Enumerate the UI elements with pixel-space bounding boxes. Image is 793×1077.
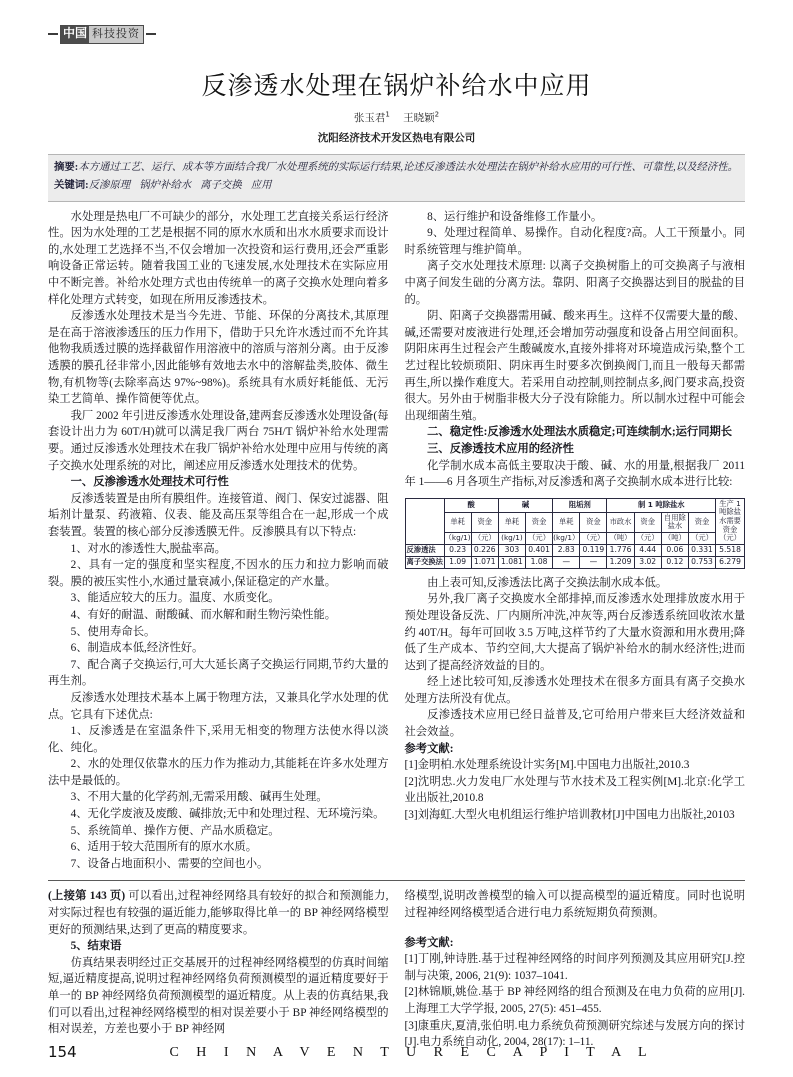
keywords-label: 关键词: <box>54 179 89 191</box>
table-row-label: 离子交换法 <box>405 556 444 568</box>
table-cell: 1.776 <box>607 544 634 556</box>
masthead-rule-right <box>146 33 156 35</box>
reference-item: [3]刘海虹.大型火电机组运行维护培训教材[J]中国电力出版社,20103 <box>404 809 735 822</box>
table-sub-header-row <box>405 512 745 532</box>
paragraph: 仿真结果表明经过正交基展开的过程神经网络模型的仿真时间缩短,逼近精度提高,说明过程神经网络负荷预测模型的逼近精度要好于单一的 BP 神经网络负荷预测模型的逼近精度。从上表的仿真结果,我们可以看出,过程神经网络模型的相对误差要小于 BP 神经网络模型的相对误差，方差也要小于 BP 神经网 <box>48 956 389 1036</box>
keyword-1: 反渗原理 <box>88 179 131 191</box>
table-subheader: 资金 <box>634 512 661 532</box>
table-group-header-row <box>405 498 745 512</box>
table-cell: 1.081 <box>498 556 525 568</box>
paragraph: 反渗透水处理技术基本上属于物理方法，又兼具化学水处理的优点。它具有下述优点: <box>48 691 389 721</box>
author-name-2: 王晓颖 <box>403 112 435 124</box>
table-unit: （kg/1) <box>444 533 471 545</box>
list-item: 7、配合离子交换运行,可大大延长离子交换运行同期,节约大量的再生剂。 <box>48 658 389 688</box>
page-number: 154 <box>48 1043 77 1061</box>
paragraph: 另外,我厂离子交换废水全部排掉,而反渗透水处理排放废水用于预处理设备反洗、厂内厕所冲洗,冲灰等,两台反渗透系统回收浓水量约 40T/H。每年可回收 3.5 万吨,这样节约了大量水资源和用水费用;降低了生产成本、节约空间,大大提高了锅炉补给水的制水经济性;进而达到了提高经济效益的目的。 <box>404 593 745 672</box>
list-item: 9、处理过程简单、易操作。自动化程度?高。人工干预量小。同时系统管理与维护简单。 <box>404 227 745 256</box>
keyword-3: 离子交换 <box>200 179 242 191</box>
paragraph: 经上述比较可知,反渗透水处理技术在很多方面具有离子交换水处理方法所没有优点。 <box>404 676 745 705</box>
table-subheader: 资金 <box>526 512 553 532</box>
table-row-label: 反渗透法 <box>405 544 444 556</box>
table-cell: 0.12 <box>661 556 688 568</box>
list-item: 2、水的处理仅依靠水的压力作为推动力,其能耗在许多水处理方法中是最低的。 <box>48 758 389 787</box>
body-right-column <box>405 209 746 873</box>
logo-secondary-text: 科技投资 <box>89 26 143 43</box>
table-group-per-ton: 制 1 吨除盐水 <box>607 498 716 512</box>
abstract-paragraph <box>54 160 739 177</box>
reference-item: [3]康重庆,夏清,张伯明.电力系统负荷预测研究综述与发展方向的探讨[J].电力系统自动化, 2004, 28(17): 1–11. <box>404 1019 745 1049</box>
paragraph: 络模型,说明改善模型的输入可以提高模型的逼近精度。同时也说明过程神经网络模型适合进行电力系统短期负荷预测。 <box>404 890 745 920</box>
list-item: 2、具有一定的强度和坚实程度,不因水的压力和拉力影响而破裂。膜的被压实性小,水通过量衰减小,保证稳定的产水量。 <box>48 559 389 588</box>
list-item: 7、设备占地面积小、需要的空间也小。 <box>70 857 269 870</box>
table-cell: — <box>580 556 607 568</box>
article-title: 反渗透水处理在锅炉补给水中应用 <box>201 71 592 100</box>
references-heading: 参考文献: <box>404 936 454 949</box>
paragraph: 我厂 2002 年引进反渗透水处理设备,建两套反渗透水处理设备(每套设计出力为 60T/H)就可以满足我厂两台 75H/T 锅炉补给水处理需要。通过反渗透水处理技术在我厂锅炉补给水处理中应用与传统的离子交换水处理系统的对比，阐述应用反渗透水处理技术的优势。 <box>48 409 389 472</box>
keywords-paragraph <box>54 178 739 195</box>
abstract-text: 本方通过工艺、运行、成本等方面结合我厂水处理系统的实际运行结果,论述反渗透法水处理法在锅炉补给水应用的可行性、可靠性,以及经济性。 <box>78 162 739 173</box>
table-cell: 3.02 <box>634 556 661 568</box>
article-body <box>48 209 745 873</box>
continuation-text: 可以看出,过程神经网络具有较好的拟合和预测能力,对实际过程也有较强的逼近能力,能够取得比单一的 BP 神经网络模型更好的预测结果,达到了更高的精度要求。 <box>48 890 389 936</box>
section-heading: 5、结束语 <box>70 940 122 953</box>
list-item: 1、对水的渗透性大,脱盐率高。 <box>70 542 226 555</box>
list-item: 3、不用大量的化学药剂,无需采用酸、碱再生处理。 <box>70 791 328 804</box>
continued-right-column <box>405 888 746 1050</box>
table-unit: （元） <box>471 533 498 545</box>
journal-logo <box>60 25 144 44</box>
paragraph: 由上表可知,反渗透法比离子交换法制水成本低。 <box>427 576 668 589</box>
table-unit: (kg/1) <box>498 533 525 545</box>
list-item: 5、使用寿命长。 <box>70 625 156 638</box>
reference-item: [2]林锦顺,姚俭.基于 BP 神经网络的组合预测及在电力负荷的应用[J].上海理工大学学报, 2005, 27(5): 451–455. <box>404 986 745 1015</box>
list-item: 8、运行维护和设备维修工作量小。 <box>427 210 603 223</box>
journal-footer-title: C H I N A V E N T U R E C A P I T A L <box>169 1045 654 1060</box>
table-group-total-cost: 生产 1 吨除盐水需要资金（元） <box>716 498 745 544</box>
table-subheader: 自用除盐水 <box>661 512 688 532</box>
table-subheader: 资金 <box>580 512 607 532</box>
table-subheader: 资金 <box>471 512 498 532</box>
table-cell: 5.518 <box>716 544 745 556</box>
page-footer <box>48 1043 745 1061</box>
spacer <box>405 922 746 935</box>
paragraph: 水处理是热电厂不可缺少的部分，水处理工艺直接关系运行经济性。因为水处理的工艺是根据不同的原水水质和出水水质要求而设计的,水处理工艺选择不当,不仅会增加一次投资和运行费用,还会严重影响设备正常运转。随着我国工业的飞速发展,水处理技术在实际应用中不断完善。补给水处理方式也由传统单一的离子交换水处理向着多样化处理方式转变，如现在所用反渗透技术。 <box>48 210 389 306</box>
reference-item: [2]沈明忠.火力发电厂水处理与节水技术及工程实例[M].北京:化学工业出版社,2010.8 <box>404 775 745 805</box>
table-cell: 1.08 <box>526 556 553 568</box>
article-authors <box>48 110 745 125</box>
continuation-marker: (上接第 143 页) <box>48 890 126 903</box>
list-item: 6、适用于较大范围所有的原水水质。 <box>70 841 257 854</box>
body-left-column <box>48 209 389 873</box>
table-cell: 2.83 <box>553 544 580 556</box>
section-heading: 二、稳定性:反渗透水处理法水质稳定;可连续制水;运行同期长 <box>427 426 733 439</box>
table-unit: （元） <box>580 533 607 545</box>
table-cell: — <box>553 556 580 568</box>
table-cell: 0.753 <box>688 556 715 568</box>
table-subheader: 单耗 <box>553 512 580 532</box>
table-cell: 0.23 <box>444 544 471 556</box>
author-affil-marker-2: 2 <box>434 110 440 119</box>
table-cell: 0.401 <box>526 544 553 556</box>
table-group-scale-inhibitor: 阻垢剂 <box>553 498 607 512</box>
table-subheader: 资金 <box>688 512 715 532</box>
masthead-rule-left <box>48 33 58 35</box>
table-unit: （吨） <box>607 533 634 545</box>
abstract-label: 摘要: <box>54 162 79 173</box>
list-item: 5、系统简单、操作方便、产品水质稳定。 <box>70 824 280 837</box>
table-subheader: 市政水 <box>607 512 634 532</box>
section-heading: 三、反渗透技术应用的经济性 <box>427 443 574 455</box>
continued-left-column <box>48 888 389 1050</box>
table-cell: 0.226 <box>471 544 498 556</box>
keyword-4: 应用 <box>250 179 272 191</box>
paragraph: 反渗透技术应用已经日益普及,它可给用户带来巨大经济效益和社会效益。 <box>404 709 745 739</box>
continued-article <box>48 888 745 1050</box>
table-group-acid: 酸 <box>444 498 498 512</box>
table-cell: 303 <box>498 544 525 556</box>
table-unit: （元） <box>688 533 715 545</box>
table-unit: （元） <box>526 533 553 545</box>
table-cell: 1.209 <box>607 556 634 568</box>
table-subheader: 单耗 <box>444 512 471 532</box>
references-heading: 参考文献: <box>404 742 454 755</box>
table-subheader: 单耗 <box>498 512 525 532</box>
cost-comparison-table-wrap <box>405 498 746 569</box>
list-item: 4、无化学废液及废酸、碱排放;无中和处理过程、无环境污染。 <box>70 808 385 821</box>
table-corner-cell <box>405 498 444 544</box>
table-cell: 1.09 <box>444 556 471 568</box>
list-item: 1、反渗透是在室温条件下,采用无相变的物理方法使水得以淡化、纯化。 <box>48 725 389 754</box>
table-row <box>405 556 745 568</box>
author-affiliation: 沈阳经济技术开发区热电有限公司 <box>317 132 476 144</box>
paragraph: 反渗透水处理技术是当今先进、节能、环保的分离技术,其原理是在高于溶液渗透压的压力作用下，借助于只允许水透过而不允许其他物我质透过膜的选择截留作用溶液中的溶质与溶剂分离。由于反渗透膜的膜孔径非常小,因此能够有效地去水中的溶解盐类,胶体、微生物,有机物等(去除率高达 97%~98%)。系统具有水质好耗能低、无污染工艺简单、操作简便等优点。 <box>48 310 389 406</box>
table-cell: 0.119 <box>580 544 607 556</box>
paragraph: 化学制水成本高低主要取决于酸、碱、水的用量,根据我厂 2011 年 1——6 月各项生产指标,对反渗透和离子交换制水成本进行比较: <box>404 459 745 489</box>
table-cell: 4.44 <box>634 544 661 556</box>
reference-item: [1]金明柏.水处理系统设计实务[M].中国电力出版社,2010.3 <box>404 759 690 772</box>
masthead <box>48 0 745 56</box>
paragraph: 反渗透装置是由所有膜组件。连接管道、阀门、保安过滤器、阻垢剂计量泵、药液箱、仪表、能及高压泵等组合在一起,形成一个成套装置。装置的核心部分反渗透膜无件。反渗膜具有以下特点: <box>48 492 389 538</box>
author-name-1: 张玉君 <box>353 112 386 124</box>
paragraph: 离子交水处理技术原理: 以离子交换树脂上的可交换离子与液相中离子间发生础的分离方法。靠阴、阳离子交换器达到目的脱盐的目的。 <box>404 260 745 306</box>
list-item: 6、制造成本低,经济性好。 <box>70 642 204 655</box>
table-unit: （吨） <box>661 533 688 545</box>
table-cell: 0.06 <box>661 544 688 556</box>
table-group-alkali: 碱 <box>498 498 552 512</box>
table-unit: （元） <box>634 533 661 545</box>
table-cell: 1.071 <box>471 556 498 568</box>
abstract-block <box>48 154 745 202</box>
paragraph: 阴、阳离子交换器需用碱、酸来再生。这样不仅需要大量的酸、碱,还需要对废液进行处理,还会增加劳动强度和设备占用空间面积。阴阳床再生过程会产生酸碱废水,直接外排将对环境造成污染,整个工艺过程比较烦琐阳、阴床再生时要多次倒换阀门,而且一般每天都需再生,所以操作难度大。若采用自动控制,则控制点多,阀门要求高,投资很大。另外由于树脂非极大分子没有除能力。所以制水过程中可能会出现细菌生殖。 <box>404 310 745 422</box>
table-cell: 6.279 <box>716 556 745 568</box>
table-unit: (kg/1） <box>553 533 580 545</box>
table-cell: 0.331 <box>688 544 715 556</box>
logo-primary-text: 中国 <box>61 26 89 43</box>
continued-article-divider <box>48 880 745 881</box>
list-item: 4、有好的耐温、耐酸碱、而水解和耐生物污染性能。 <box>70 608 337 621</box>
table-row <box>405 544 745 556</box>
cost-comparison-table <box>405 498 746 569</box>
list-item: 3、能适应较大的压力。温度、水质变化。 <box>70 592 280 605</box>
continuation-paragraph <box>48 888 389 938</box>
reference-item: [1]丁刚,钟诗胜.基于过程神经网络的时间序列预测及其应用研究[J.控制与决策, 2006, 21(9): 1037–1041. <box>404 953 745 982</box>
section-heading: 一、反渗渗透水处理技术可行性 <box>70 476 229 489</box>
author-affil-marker-1: 1 <box>385 110 390 119</box>
table-unit-header-row <box>405 533 745 545</box>
keyword-2: 锅炉补给水 <box>139 179 192 191</box>
